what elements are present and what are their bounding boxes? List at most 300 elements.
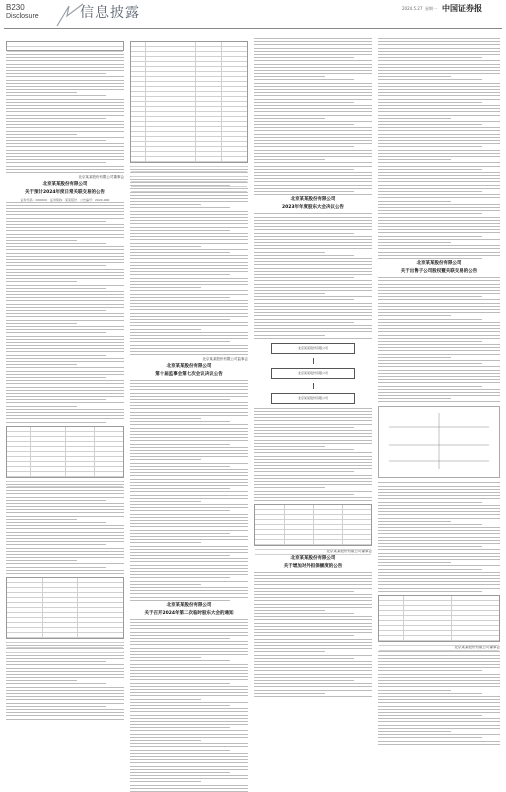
text-line bbox=[254, 242, 372, 243]
text-line bbox=[254, 623, 372, 624]
text-line bbox=[130, 258, 248, 259]
text-block bbox=[130, 380, 248, 601]
text-line bbox=[254, 645, 372, 646]
text-line bbox=[378, 287, 500, 288]
text-line bbox=[254, 64, 372, 65]
text-line bbox=[378, 588, 500, 589]
text-line bbox=[6, 153, 124, 154]
text-line bbox=[6, 709, 124, 710]
text-line bbox=[130, 227, 248, 228]
text-line bbox=[130, 571, 248, 572]
text-line bbox=[378, 398, 451, 399]
text-line bbox=[378, 376, 500, 377]
text-line bbox=[6, 162, 106, 163]
text-line bbox=[130, 300, 248, 301]
text-line bbox=[254, 591, 354, 592]
text-line bbox=[130, 415, 248, 416]
text-line bbox=[130, 469, 248, 470]
text-line bbox=[6, 108, 124, 109]
text-line bbox=[254, 44, 372, 45]
text-line bbox=[130, 393, 248, 394]
text-line bbox=[254, 446, 325, 447]
text-block bbox=[6, 54, 124, 173]
text-line bbox=[6, 339, 124, 340]
text-line bbox=[130, 466, 230, 467]
text-line bbox=[378, 89, 500, 90]
text-line bbox=[6, 528, 124, 529]
text-line bbox=[378, 236, 482, 237]
text-line bbox=[254, 121, 372, 122]
text-line bbox=[130, 507, 248, 508]
text-block bbox=[254, 408, 372, 501]
text-line bbox=[378, 712, 500, 713]
text-line bbox=[378, 86, 500, 87]
text-line bbox=[130, 727, 230, 728]
notice-title-company: 北京某某股份有限公司 bbox=[416, 261, 462, 267]
text-line bbox=[254, 178, 372, 179]
text-line bbox=[378, 709, 500, 710]
text-line bbox=[6, 329, 124, 330]
column-4 bbox=[378, 38, 500, 744]
text-line bbox=[130, 456, 248, 457]
text-line bbox=[378, 670, 482, 671]
text-line bbox=[6, 567, 106, 568]
page-header bbox=[0, 0, 506, 28]
text-line bbox=[254, 462, 372, 463]
text-line bbox=[254, 67, 372, 68]
text-line bbox=[254, 661, 372, 662]
text-line bbox=[254, 134, 372, 135]
text-line bbox=[6, 687, 124, 688]
text-line bbox=[6, 221, 106, 222]
text-line bbox=[130, 721, 248, 722]
text-line bbox=[378, 296, 482, 297]
text-line bbox=[254, 581, 372, 582]
text-line bbox=[378, 166, 500, 167]
text-line bbox=[378, 108, 500, 109]
text-line bbox=[6, 548, 124, 549]
text-line bbox=[130, 453, 248, 454]
text-line bbox=[6, 358, 124, 359]
text-line bbox=[378, 350, 500, 351]
text-line bbox=[254, 491, 372, 492]
text-line bbox=[130, 565, 248, 566]
text-line bbox=[6, 503, 124, 504]
text-line bbox=[378, 137, 500, 138]
text-line bbox=[130, 214, 248, 215]
text-line bbox=[254, 648, 372, 649]
text-line bbox=[6, 415, 124, 416]
notice-box bbox=[6, 41, 124, 51]
text-line bbox=[130, 396, 248, 397]
text-line bbox=[130, 501, 201, 502]
text-line bbox=[254, 655, 372, 656]
text-line bbox=[6, 570, 124, 571]
text-line bbox=[130, 495, 248, 496]
text-block bbox=[130, 619, 248, 792]
text-line bbox=[130, 785, 248, 786]
org-chart-arrow bbox=[313, 358, 314, 364]
text-line bbox=[254, 619, 372, 620]
text-line bbox=[254, 271, 372, 272]
text-line bbox=[6, 208, 124, 209]
data-table bbox=[254, 504, 372, 546]
text-line bbox=[378, 134, 500, 135]
text-line bbox=[378, 223, 500, 224]
text-line bbox=[6, 211, 124, 212]
text-line bbox=[6, 374, 124, 375]
text-line bbox=[254, 639, 372, 640]
text-line bbox=[130, 686, 248, 687]
text-line bbox=[378, 70, 500, 71]
text-line bbox=[6, 253, 124, 254]
text-line bbox=[254, 575, 372, 576]
text-line bbox=[378, 721, 500, 722]
text-line bbox=[6, 256, 124, 257]
text-line bbox=[378, 95, 500, 96]
text-line bbox=[378, 115, 500, 116]
text-line bbox=[6, 693, 124, 694]
text-line bbox=[254, 293, 325, 294]
text-line bbox=[378, 524, 482, 525]
text-line bbox=[130, 581, 248, 582]
text-line bbox=[378, 303, 500, 304]
text-line bbox=[378, 169, 482, 170]
text-line bbox=[6, 95, 106, 96]
text-line bbox=[378, 60, 500, 61]
text-line bbox=[254, 153, 372, 154]
text-line bbox=[254, 610, 325, 611]
text-line bbox=[130, 421, 230, 422]
text-line bbox=[130, 756, 248, 757]
text-line bbox=[378, 293, 500, 294]
text-line bbox=[254, 670, 372, 671]
text-line bbox=[378, 363, 482, 364]
text-line bbox=[130, 332, 248, 333]
text-block bbox=[6, 481, 124, 574]
text-line bbox=[6, 230, 124, 231]
text-line bbox=[130, 434, 248, 435]
text-block bbox=[378, 482, 500, 591]
text-line bbox=[254, 76, 325, 77]
text-line bbox=[130, 692, 248, 693]
text-line bbox=[254, 111, 372, 112]
text-line bbox=[6, 506, 124, 507]
text-line bbox=[378, 401, 500, 402]
text-line bbox=[130, 408, 248, 409]
text-line bbox=[378, 389, 500, 390]
text-block bbox=[254, 213, 372, 338]
text-line bbox=[378, 651, 500, 652]
text-line bbox=[254, 54, 372, 55]
text-line bbox=[130, 281, 248, 282]
text-line bbox=[254, 411, 372, 412]
text-line bbox=[6, 80, 124, 81]
text-line bbox=[254, 433, 372, 434]
text-line bbox=[6, 240, 77, 241]
text-line bbox=[254, 335, 325, 336]
text-line bbox=[130, 561, 248, 562]
text-line bbox=[378, 315, 451, 316]
text-line bbox=[254, 261, 372, 262]
text-line bbox=[378, 312, 500, 313]
text-line bbox=[254, 287, 372, 288]
text-line bbox=[130, 217, 248, 218]
text-line bbox=[378, 718, 500, 719]
text-line bbox=[130, 584, 201, 585]
text-line bbox=[378, 518, 500, 519]
text-line bbox=[130, 351, 248, 352]
org-chart-box: 北京某某股份有限公司 bbox=[271, 343, 356, 354]
text-line bbox=[6, 83, 124, 84]
text-line bbox=[378, 239, 500, 240]
text-line bbox=[6, 294, 124, 295]
text-line bbox=[378, 146, 482, 147]
text-line bbox=[254, 223, 372, 224]
table-row bbox=[379, 646, 499, 651]
text-line bbox=[378, 210, 500, 211]
text-line bbox=[378, 201, 451, 202]
text-line bbox=[130, 243, 248, 244]
text-line bbox=[130, 772, 230, 773]
text-line bbox=[130, 552, 248, 553]
text-line bbox=[378, 185, 500, 186]
text-line bbox=[254, 667, 372, 668]
text-line bbox=[130, 593, 248, 594]
text-line bbox=[130, 211, 248, 212]
text-line bbox=[130, 769, 248, 770]
text-line bbox=[130, 517, 248, 518]
text-line bbox=[130, 450, 248, 451]
text-line bbox=[378, 565, 500, 566]
page-code: B230 bbox=[6, 3, 25, 12]
text-line bbox=[378, 48, 500, 49]
text-line bbox=[130, 670, 248, 671]
text-line bbox=[6, 121, 124, 122]
text-line bbox=[254, 185, 372, 186]
text-line bbox=[6, 307, 124, 308]
text-line bbox=[6, 690, 124, 691]
text-line bbox=[130, 220, 248, 221]
text-line bbox=[254, 130, 372, 131]
text-line bbox=[130, 383, 248, 384]
table-row bbox=[7, 47, 123, 52]
text-line bbox=[254, 328, 372, 329]
text-line bbox=[130, 759, 248, 760]
text-line bbox=[6, 664, 124, 665]
text-line bbox=[130, 676, 248, 677]
text-line bbox=[130, 734, 248, 735]
text-line bbox=[130, 648, 248, 649]
text-line bbox=[6, 393, 124, 394]
text-line bbox=[254, 693, 325, 694]
text-line bbox=[130, 479, 248, 480]
text-line bbox=[378, 248, 500, 249]
text-line bbox=[130, 683, 230, 684]
text-line bbox=[6, 512, 124, 513]
text-line bbox=[6, 655, 124, 656]
text-line bbox=[6, 156, 124, 157]
text-line bbox=[130, 753, 248, 754]
text-line bbox=[378, 559, 500, 560]
text-line bbox=[254, 572, 372, 573]
text-line bbox=[130, 249, 248, 250]
text-line bbox=[6, 500, 106, 501]
text-line bbox=[130, 667, 248, 668]
text-line bbox=[6, 532, 124, 533]
text-line bbox=[378, 686, 500, 687]
text-line bbox=[130, 715, 248, 716]
text-line bbox=[378, 366, 500, 367]
text-line bbox=[378, 495, 500, 496]
text-line bbox=[254, 594, 372, 595]
text-line bbox=[6, 281, 77, 282]
text-line bbox=[6, 297, 124, 298]
text-line bbox=[6, 278, 124, 279]
text-line bbox=[6, 680, 77, 681]
text-line bbox=[254, 92, 372, 93]
text-line bbox=[130, 577, 230, 578]
text-line bbox=[130, 335, 248, 336]
text-line bbox=[378, 508, 500, 509]
text-line bbox=[6, 497, 124, 498]
text-line bbox=[254, 181, 372, 182]
text-line bbox=[130, 651, 248, 652]
text-line bbox=[6, 535, 124, 536]
text-line bbox=[130, 195, 248, 196]
text-line bbox=[254, 299, 354, 300]
text-line bbox=[130, 546, 248, 547]
board-seal: 北京某某股份有限公司董事会 bbox=[78, 175, 124, 180]
text-line bbox=[378, 514, 500, 515]
text-line bbox=[254, 430, 372, 431]
text-line bbox=[6, 371, 124, 372]
text-line bbox=[130, 204, 201, 205]
text-line bbox=[378, 143, 500, 144]
text-line bbox=[6, 234, 124, 235]
text-line bbox=[130, 568, 248, 569]
text-line bbox=[378, 575, 500, 576]
text-line bbox=[6, 124, 124, 125]
text-line bbox=[6, 214, 124, 215]
text-line bbox=[254, 424, 372, 425]
text-line bbox=[378, 325, 500, 326]
text-line bbox=[254, 115, 372, 116]
text-line bbox=[130, 418, 201, 419]
text-line bbox=[6, 246, 124, 247]
text-line bbox=[6, 259, 124, 260]
text-line bbox=[130, 380, 248, 381]
text-line bbox=[254, 38, 372, 39]
issue-date: 2024.5.27 bbox=[402, 6, 423, 11]
text-line bbox=[254, 191, 354, 192]
text-line bbox=[254, 322, 354, 323]
text-line bbox=[6, 658, 124, 659]
text-line bbox=[254, 584, 372, 585]
board-seal: 北京某某股份有限公司董事会 bbox=[326, 549, 372, 554]
text-line bbox=[378, 492, 500, 493]
text-line bbox=[378, 658, 500, 659]
text-line bbox=[378, 197, 500, 198]
text-line bbox=[130, 762, 248, 763]
text-line bbox=[6, 557, 124, 558]
text-line bbox=[378, 553, 500, 554]
text-line bbox=[254, 487, 325, 488]
text-line bbox=[378, 188, 500, 189]
text-line bbox=[130, 316, 248, 317]
column-3 bbox=[254, 38, 372, 744]
text-line bbox=[378, 540, 500, 541]
text-line bbox=[130, 743, 248, 744]
text-line bbox=[378, 655, 500, 656]
text-line bbox=[130, 746, 248, 747]
text-line bbox=[378, 537, 500, 538]
text-line bbox=[378, 156, 500, 157]
text-line bbox=[254, 613, 354, 614]
org-chart-box: 北京某某股份有限公司 bbox=[271, 393, 356, 404]
text-line bbox=[6, 390, 124, 391]
text-line bbox=[378, 118, 451, 119]
text-line bbox=[378, 204, 500, 205]
text-line bbox=[6, 54, 124, 55]
notice-title-company: 北京某某股份有限公司 bbox=[166, 602, 212, 608]
text-line bbox=[130, 485, 248, 486]
text-line bbox=[254, 140, 372, 141]
text-line bbox=[130, 306, 248, 307]
text-line bbox=[130, 530, 248, 531]
board-seal: 北京某某股份有限公司监事会 bbox=[202, 357, 248, 362]
text-line bbox=[254, 127, 372, 128]
text-line bbox=[254, 325, 372, 326]
text-line bbox=[130, 437, 248, 438]
text-line bbox=[130, 498, 248, 499]
text-block bbox=[6, 202, 124, 423]
text-line bbox=[130, 766, 248, 767]
text-line bbox=[378, 530, 500, 531]
text-line bbox=[254, 578, 372, 579]
text-line bbox=[130, 278, 248, 279]
text-line bbox=[130, 702, 248, 703]
text-line bbox=[254, 268, 372, 269]
text-line bbox=[254, 41, 372, 42]
text-line bbox=[254, 172, 372, 173]
text-line bbox=[130, 654, 248, 655]
text-line bbox=[254, 169, 354, 170]
text-line bbox=[6, 137, 124, 138]
data-table bbox=[6, 577, 124, 639]
text-line bbox=[130, 319, 230, 320]
text-line bbox=[130, 233, 248, 234]
text-line bbox=[6, 345, 124, 346]
text-line bbox=[378, 38, 500, 39]
text-line bbox=[254, 677, 372, 678]
text-line bbox=[254, 213, 372, 214]
text-line bbox=[254, 217, 372, 218]
text-line bbox=[130, 488, 230, 489]
text-line bbox=[378, 83, 500, 84]
text-line bbox=[6, 172, 124, 173]
text-line bbox=[130, 708, 248, 709]
text-block bbox=[254, 572, 372, 697]
text-line bbox=[378, 331, 500, 332]
notice-title-company: 北京某某股份有限公司 bbox=[290, 197, 336, 203]
text-line bbox=[6, 64, 124, 65]
text-line bbox=[130, 788, 248, 789]
text-line bbox=[254, 274, 372, 275]
text-line bbox=[254, 150, 372, 151]
text-line bbox=[6, 422, 106, 423]
text-line bbox=[254, 245, 372, 246]
